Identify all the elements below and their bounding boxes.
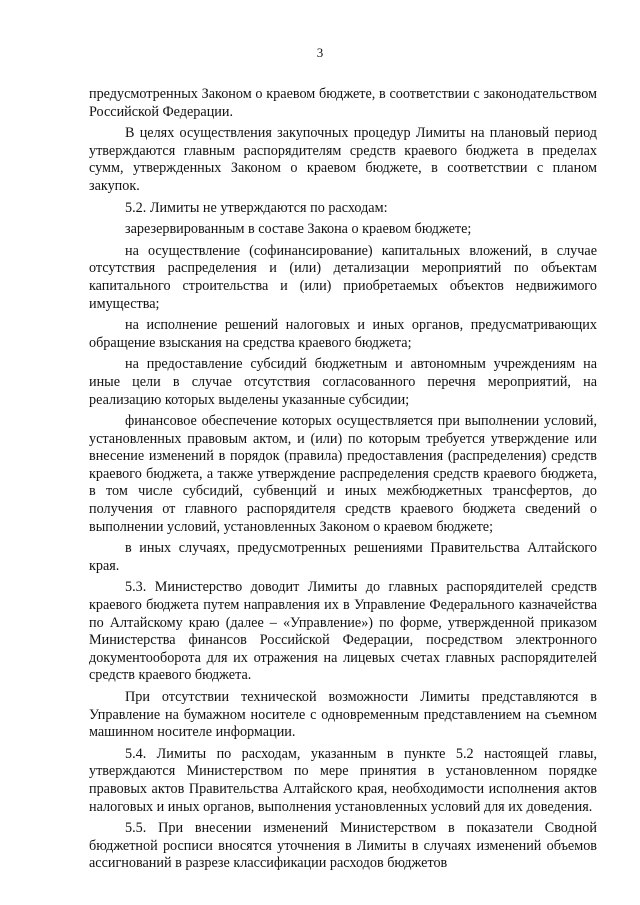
paragraph: финансовое обеспечение которых осуществляется при выполнении условий, установленных правовым актом, и (или) по которым требуется утверждение или внесение изменений в порядок (правила) предоставления (распределения) средств краевого бюджета, а также утверждение распределения средств краевого бюджета, в том числе субсидий, субвенций и иных межбюджетных трансфертов, до получения от главного распорядителя средств краевого бюджета сведений о выполнении условий, установленных Законом о краевом бюджете; [89,413,597,535]
paragraph: в иных случаях, предусмотренных решениями Правительства Алтайского края. [89,540,597,574]
paragraph: В целях осуществления закупочных процедур Лимиты на плановый период утверждаются главным распорядителям средств краевого бюджета в пределах сумм, утвержденных Законом о краевом бюджете, в соответствии с планом закупок. [89,125,597,194]
paragraph: предусмотренных Законом о краевом бюджете, в соответствии с законодательством Российской Федерации. [89,86,597,120]
document-body [89,86,597,877]
paragraph: на предоставление субсидий бюджетным и автономным учреждениям на иные цели в случае отсутствия согласованного перечня мероприятий, на реализацию которых выделены указанные субсидии; [89,356,597,408]
paragraph: зарезервированным в составе Закона о краевом бюджете; [125,221,472,238]
paragraph: 5.3. Министерство доводит Лимиты до главных распорядителей средств краевого бюджета путем направления их в Управление Федерального казначейства по Алтайскому краю (далее – «Управление») по форме, утвержденной приказом Министерства финансов Российской Федерации, посредством электронного документооборота для их отражения на лицевых счетах главных распорядителей средств краевого бюджета. [89,579,597,684]
paragraph: 5.4. Лимиты по расходам, указанным в пункте 5.2 настоящей главы, утверждаются Министерством по мере принятия в установленном порядке правовых актов Правительства Алтайского края, необходимости исполнения актов налоговых и иных органов, выполнения установленных условий для их доведения. [89,745,597,815]
paragraph: При отсутствии технической возможности Лимиты представляются в Управление на бумажном носителе с одновременным представлением на съемном машинном носителе информации. [89,689,597,741]
paragraph: на исполнение решений налоговых и иных органов, предусматривающих обращение взыскания на средства краевого бюджета; [89,317,597,351]
page-number: 3 [316,45,324,60]
paragraph: 5.5. При внесении изменений Министерством в показатели Сводной бюджетной росписи вносятся уточнения в Лимиты в случаях изменений объемов ассигнований в разрезе классификации расходов бюджетов [89,820,597,872]
paragraph: на осуществление (софинансирование) капитальных вложений, в случае отсутствия распределения и (или) детализации мероприятий по объектам капитального строительства и (или) приобретаемых объектов недвижимого имущества; [89,242,597,312]
paragraph: 5.2. Лимиты не утверждаются по расходам: [125,199,388,216]
